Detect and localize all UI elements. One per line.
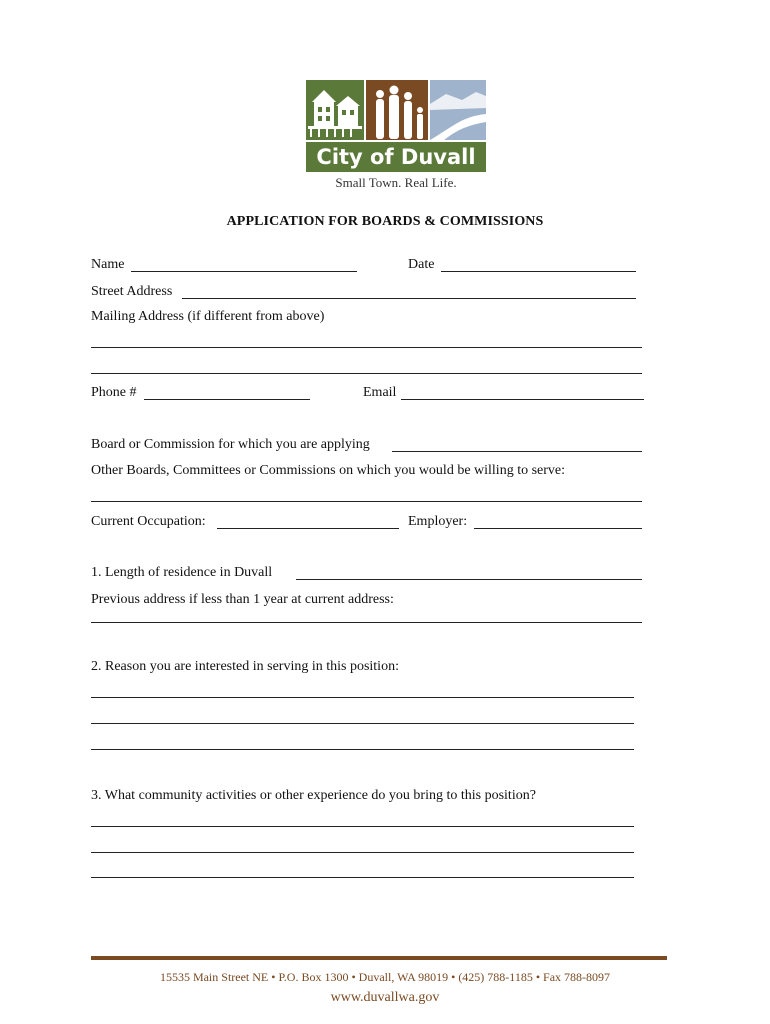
reason-field-3[interactable]: [91, 749, 634, 750]
footer-website-link[interactable]: www.duvallwa.gov: [330, 990, 440, 1005]
question-2-label: 2. Reason you are interested in serving in this position:: [91, 659, 399, 674]
date-field[interactable]: [441, 271, 636, 272]
previous-address-field[interactable]: [91, 622, 642, 623]
email-label: Email: [363, 385, 397, 400]
other-boards-field[interactable]: [91, 501, 642, 502]
reason-field-1[interactable]: [91, 697, 634, 698]
occupation-field[interactable]: [217, 528, 399, 529]
phone-label: Phone #: [91, 385, 137, 400]
footer-divider: [91, 956, 667, 960]
experience-field-2[interactable]: [91, 852, 634, 853]
logo-blue-panel: [430, 80, 486, 140]
email-field[interactable]: [401, 399, 644, 400]
name-field[interactable]: [131, 271, 357, 272]
date-label: Date: [408, 257, 435, 272]
logo-wordmark: City of Duvall: [316, 145, 476, 169]
mailing-address-field-1[interactable]: [91, 347, 642, 348]
name-label: Name: [91, 257, 125, 272]
mailing-address-field-2[interactable]: [91, 373, 642, 374]
form-title: APPLICATION FOR BOARDS & COMMISSIONS: [226, 214, 544, 229]
logo-tagline: Small Town. Real Life.: [335, 175, 457, 190]
mailing-address-label: Mailing Address (if different from above): [91, 309, 325, 324]
board-label: Board or Commission for which you are applying: [91, 437, 370, 452]
experience-field-3[interactable]: [91, 877, 634, 878]
other-boards-label: Other Boards, Committees or Commissions on which you would be willing to serve:: [91, 463, 566, 478]
employer-field[interactable]: [474, 528, 642, 529]
city-logo: [306, 80, 486, 174]
employer-label: Employer:: [408, 514, 468, 529]
phone-field[interactable]: [144, 399, 310, 400]
question-1-label: 1. Length of residence in Duvall: [91, 565, 273, 580]
logo-graphic: [306, 80, 486, 174]
street-address-label: Street Address: [91, 284, 173, 299]
occupation-label: Current Occupation:: [91, 514, 206, 529]
question-3-label: 3. What community activities or other experience do you bring to this position?: [91, 788, 536, 803]
footer-address: 15535 Main Street NE • P.O. Box 1300 • Duvall, WA 98019 • (425) 788-1185 • Fax 788-8097: [159, 970, 611, 984]
board-field[interactable]: [392, 451, 642, 452]
experience-field-1[interactable]: [91, 826, 634, 827]
previous-address-label: Previous address if less than 1 year at current address:: [91, 592, 394, 607]
residence-length-field[interactable]: [296, 579, 642, 580]
reason-field-2[interactable]: [91, 723, 634, 724]
street-address-field[interactable]: [182, 298, 636, 299]
